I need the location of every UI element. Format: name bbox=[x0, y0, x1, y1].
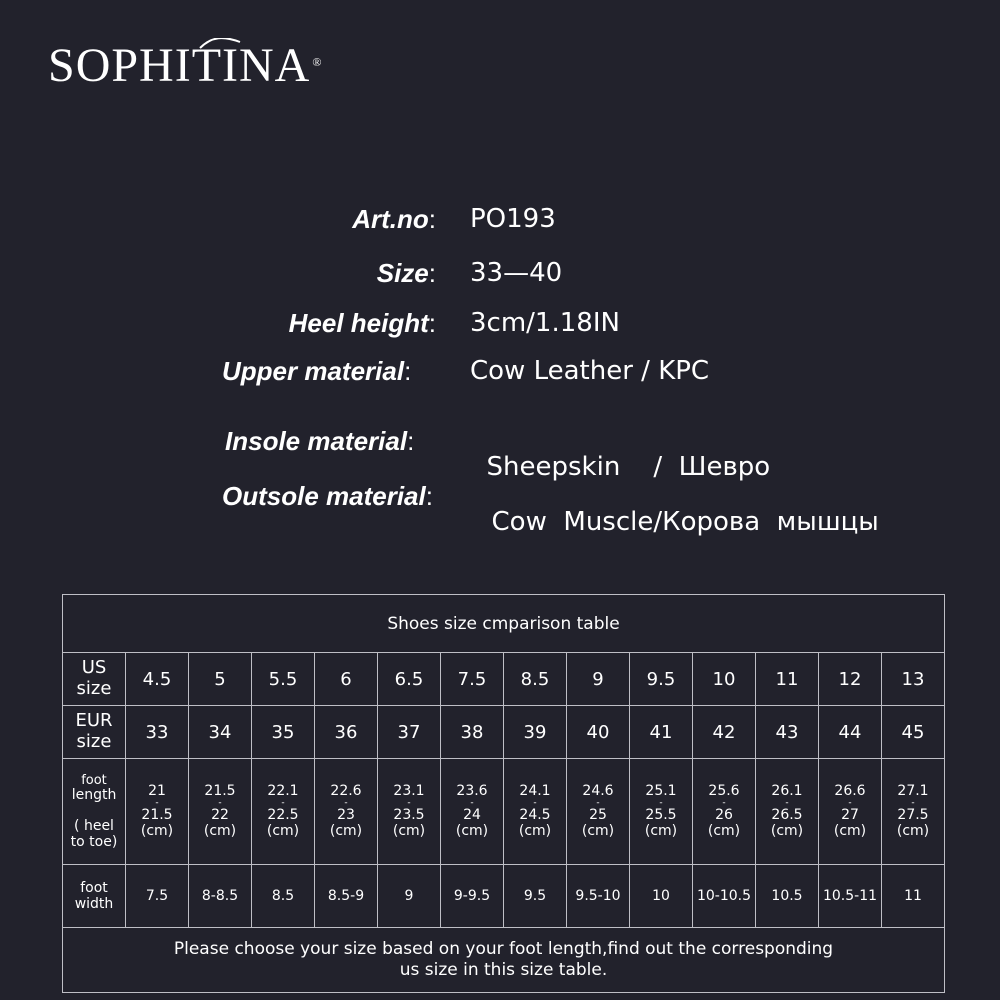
eur-size-cell: 33 bbox=[126, 706, 189, 759]
spec-label: Art.no bbox=[352, 204, 429, 234]
spec-upper-material: Upper material: bbox=[222, 356, 412, 386]
foot-length-cell: 22.1 - 22.5 (cm) bbox=[252, 759, 315, 865]
foot-width-cell: 8-8.5 bbox=[189, 865, 252, 928]
us-size-cell: 10 bbox=[693, 653, 756, 706]
foot-width-cell: 10 bbox=[630, 865, 693, 928]
brand-logo bbox=[48, 39, 323, 92]
eur-size-cell: 40 bbox=[567, 706, 630, 759]
eur-size-row bbox=[63, 706, 945, 759]
spec-label: Upper material bbox=[222, 356, 405, 386]
range-dash: - bbox=[596, 798, 600, 809]
foot-length-cell: 23.6 - 24 (cm) bbox=[441, 759, 504, 865]
foot-width-cell: 8.5-9 bbox=[315, 865, 378, 928]
us-size-cell: 13 bbox=[882, 653, 945, 706]
foot-length-cell: 27.1 - 27.5 (cm) bbox=[882, 759, 945, 865]
range-dash: - bbox=[470, 798, 474, 809]
foot-width-cell: 10.5-11 bbox=[819, 865, 882, 928]
range-dash: - bbox=[281, 798, 285, 809]
foot-length-cell: 24.6 - 25 (cm) bbox=[567, 759, 630, 865]
spec-label: Outsole material bbox=[222, 481, 426, 511]
foot-width-label: foot width bbox=[63, 865, 126, 928]
us-size-label: US size bbox=[63, 653, 126, 706]
foot-length-cell: 21.5 - 22 (cm) bbox=[189, 759, 252, 865]
us-size-cell: 5.5 bbox=[252, 653, 315, 706]
size-comparison-table bbox=[62, 594, 945, 993]
eur-size-cell: 43 bbox=[756, 706, 819, 759]
eur-size-cell: 39 bbox=[504, 706, 567, 759]
eur-size-cell: 42 bbox=[693, 706, 756, 759]
us-size-cell: 7.5 bbox=[441, 653, 504, 706]
spec-outsole-material-value: Cow Muscle/Корова мышцы bbox=[491, 507, 879, 537]
spec-outsole-material: Outsole material: bbox=[222, 481, 433, 511]
range-dash: - bbox=[344, 798, 348, 809]
eur-size-cell: 44 bbox=[819, 706, 882, 759]
foot-length-cell: 25.6 - 26 (cm) bbox=[693, 759, 756, 865]
range-dash: - bbox=[218, 798, 222, 809]
foot-width-cell: 8.5 bbox=[252, 865, 315, 928]
eur-size-cell: 34 bbox=[189, 706, 252, 759]
spec-art-no-value: PO193 bbox=[470, 204, 556, 234]
foot-length-cell: 22.6 - 23 (cm) bbox=[315, 759, 378, 865]
foot-length-cell: 26.1 - 26.5 (cm) bbox=[756, 759, 819, 865]
spec-size: Size: bbox=[376, 258, 436, 288]
spec-art-no: Art.no: bbox=[352, 204, 436, 234]
range-dash: - bbox=[722, 798, 726, 809]
us-size-cell: 8.5 bbox=[504, 653, 567, 706]
spec-insole-material: Insole material: bbox=[225, 426, 415, 456]
spec-size-value: 33—40 bbox=[470, 258, 563, 288]
range-dash: - bbox=[785, 798, 789, 809]
foot-length-cell: 25.1 - 25.5 (cm) bbox=[630, 759, 693, 865]
foot-width-cell: 9.5 bbox=[504, 865, 567, 928]
range-dash: - bbox=[848, 798, 852, 809]
brand-name: SOPHITINA bbox=[48, 39, 311, 92]
eur-size-cell: 35 bbox=[252, 706, 315, 759]
spec-heel-height-value: 3cm/1.18IN bbox=[470, 308, 620, 338]
eur-size-cell: 36 bbox=[315, 706, 378, 759]
foot-length-cell: 24.1 - 24.5 (cm) bbox=[504, 759, 567, 865]
foot-length-label: foot length ( heel to toe) bbox=[63, 759, 126, 865]
us-size-cell: 4.5 bbox=[126, 653, 189, 706]
spec-label: Heel height bbox=[288, 308, 429, 338]
range-dash: - bbox=[407, 798, 411, 809]
foot-length-cell: 26.6 - 27 (cm) bbox=[819, 759, 882, 865]
eur-size-label: EUR size bbox=[63, 706, 126, 759]
us-size-cell: 6.5 bbox=[378, 653, 441, 706]
range-dash: - bbox=[533, 798, 537, 809]
range-dash: - bbox=[911, 798, 915, 809]
eur-size-cell: 37 bbox=[378, 706, 441, 759]
eur-size-cell: 41 bbox=[630, 706, 693, 759]
logo-swoosh-icon bbox=[198, 38, 242, 50]
range-dash: - bbox=[155, 798, 159, 809]
us-size-cell: 9 bbox=[567, 653, 630, 706]
spec-upper-material-value: Cow Leather / KPC bbox=[470, 356, 710, 386]
foot-width-cell: 10.5 bbox=[756, 865, 819, 928]
table-title: Shoes size cmparison table bbox=[63, 595, 945, 653]
foot-length-cell: 21 - 21.5 (cm) bbox=[126, 759, 189, 865]
foot-width-row bbox=[63, 865, 945, 928]
us-size-cell: 12 bbox=[819, 653, 882, 706]
us-size-cell: 11 bbox=[756, 653, 819, 706]
us-size-cell: 6 bbox=[315, 653, 378, 706]
us-size-cell: 5 bbox=[189, 653, 252, 706]
spec-label: Insole material bbox=[225, 426, 408, 456]
foot-length-cell: 23.1 - 23.5 (cm) bbox=[378, 759, 441, 865]
foot-width-cell: 9 bbox=[378, 865, 441, 928]
foot-width-cell: 7.5 bbox=[126, 865, 189, 928]
spec-label: Size bbox=[376, 258, 429, 288]
size-note: Please choose your size based on your foot length,find out the corresponding us size in this size table. bbox=[63, 928, 945, 993]
foot-width-cell: 9.5-10 bbox=[567, 865, 630, 928]
foot-width-cell: 9-9.5 bbox=[441, 865, 504, 928]
foot-width-cell: 11 bbox=[882, 865, 945, 928]
eur-size-cell: 38 bbox=[441, 706, 504, 759]
spec-heel-height: Heel height: bbox=[288, 308, 436, 338]
us-size-cell: 9.5 bbox=[630, 653, 693, 706]
foot-width-cell: 10-10.5 bbox=[693, 865, 756, 928]
range-dash: - bbox=[659, 798, 663, 809]
foot-length-row bbox=[63, 759, 945, 865]
eur-size-cell: 45 bbox=[882, 706, 945, 759]
registered-mark: ® bbox=[312, 55, 323, 69]
us-size-row bbox=[63, 653, 945, 706]
spec-insole-material-value: Sheepskin / Шевро bbox=[486, 452, 771, 482]
